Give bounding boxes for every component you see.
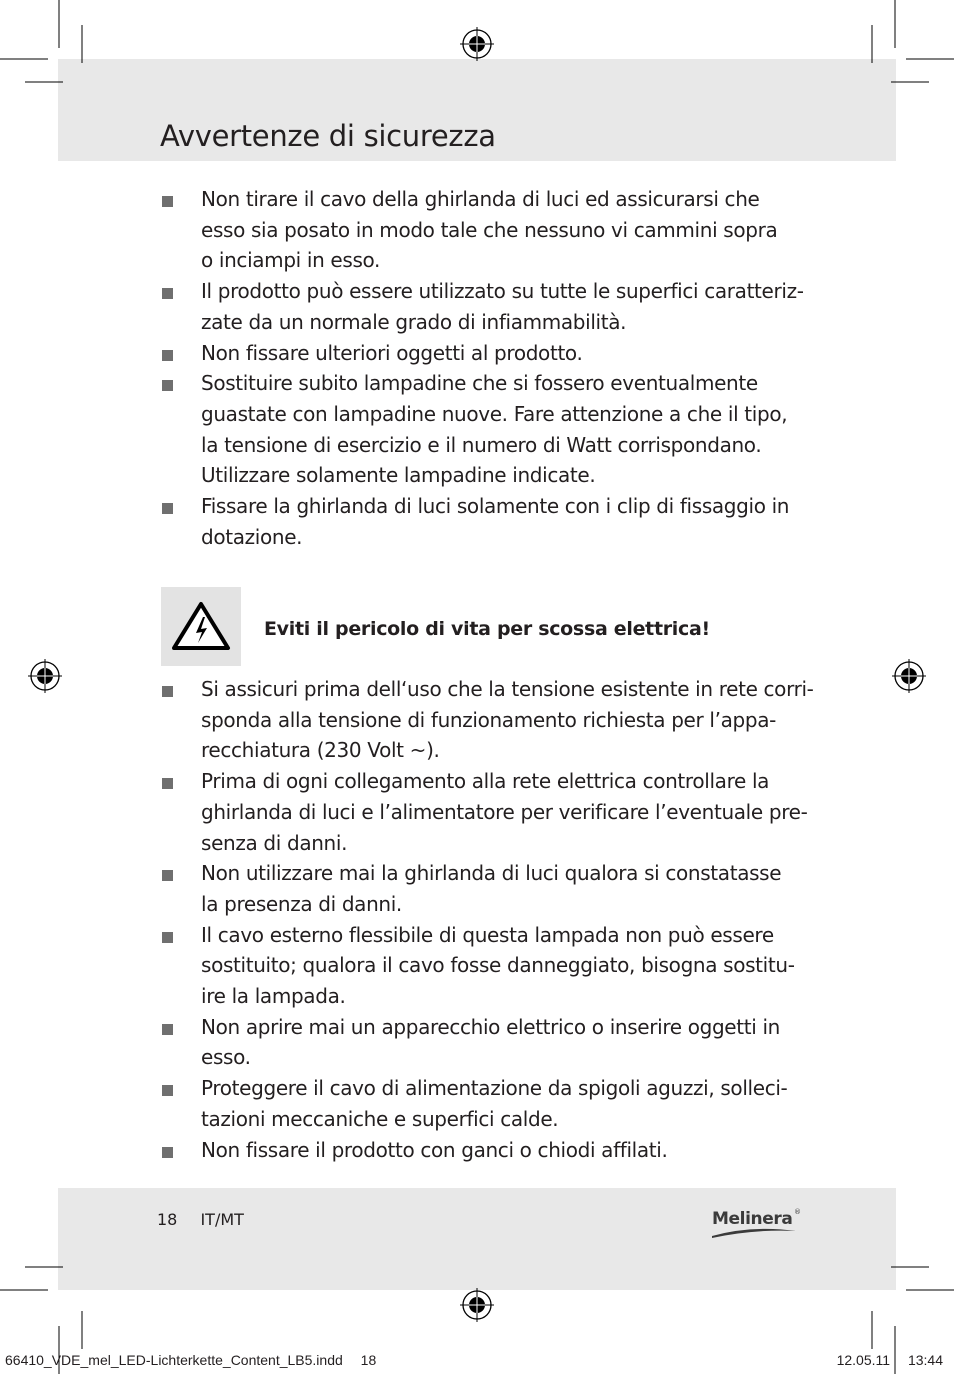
list-item-line: senza di danni. [201,830,348,855]
slug-filename: 66410_VDE_mel_LED-Lichterkette_Content_LB5.indd [5,1352,343,1368]
list-item-line: Non fissare il prodotto con ganci o chiodi affilati. [201,1137,668,1162]
page-footer-info [157,1208,244,1232]
slug-page: 18 [360,1352,377,1368]
list-item-line: esso. [201,1045,251,1070]
list-item-line: Si assicuri prima dell‘uso che la tensione esistente in rete corri- [201,677,814,701]
page-number: 18 [157,1210,178,1229]
list-item-line: Non fissare ulteriori oggetti al prodotto. [201,340,583,365]
bullet-square-icon [162,778,173,789]
bullet-square-icon [162,1147,173,1158]
list-item-line: Non aprire mai un apparecchio elettrico o inserire oggetti in [201,1014,780,1039]
registration-mark-icon [460,1288,494,1322]
bullet-square-icon [162,932,173,943]
list-item-line: Non tirare il cavo della ghirlanda di luci ed assicurarsi che [201,187,760,211]
bullet-square-icon [162,350,173,361]
slug-time: 13:44 [907,1352,943,1368]
electric-shock-warning-icon [171,601,231,651]
list-item [160,491,800,552]
list-item-line: ire la lampada. [201,984,346,1009]
list-item [160,338,800,369]
warning-icon-box [161,587,241,666]
brand-name: Melinera [712,1209,793,1229]
registered-mark: ® [794,1208,801,1216]
registration-mark-icon [460,27,494,61]
bullet-square-icon [162,870,173,881]
list-item [160,766,808,858]
safety-list-top [160,184,804,552]
list-item-line: dotazione. [201,524,303,549]
list-item [160,858,800,919]
list-item [160,1012,800,1073]
bullet-square-icon [162,503,173,514]
list-item-line: guastate con lampadine nuove. Fare attenzione a che il tipo, [201,401,788,426]
page-title: Avvertenze di sicurezza [160,119,496,153]
list-item-line: Proteggere il cavo di alimentazione da spigoli aguzzi, solleci- [201,1076,788,1101]
bullet-square-icon [162,686,173,697]
list-item [160,1135,800,1166]
bullet-square-icon [162,1024,173,1035]
safety-list-bottom [160,674,814,1165]
list-item [160,368,800,491]
slug-file-info [5,1351,376,1369]
registration-mark-icon [892,659,926,693]
list-item-line: Il prodotto può essere utilizzato su tutte le superfici caratteriz- [201,279,804,304]
list-item-line: esso sia posato in modo tale che nessuno vi cammini sopra [201,217,778,242]
bullet-square-icon [162,288,173,299]
list-item [160,1073,800,1134]
brand-logo [712,1205,802,1241]
slug-timestamp [837,1351,943,1369]
bullet-square-icon [162,380,173,391]
list-item-line: o inciampi in esso. [201,248,381,273]
list-item-line: recchiatura (230 Volt ~). [201,738,440,763]
language-code: IT/MT [200,1210,244,1229]
list-item [160,276,804,337]
slug-date: 12.05.11 [836,1352,891,1368]
bullet-square-icon [162,1085,173,1096]
list-item-line: la presenza di danni. [201,891,402,916]
list-item-line: Non utilizzare mai la ghirlanda di luci qualora si constatasse [201,861,782,886]
list-item-line: Sostituire subito lampadine che si fossero eventualmente [201,371,758,396]
list-item-line: la tensione di esercizio e il numero di Watt corrispondano. [201,432,762,457]
list-item-line: Fissare la ghirlanda di luci solamente con i clip di fissaggio in [201,494,790,519]
list-item-line: ghirlanda di luci e l’alimentatore per verificare l’eventuale pre- [201,799,808,824]
list-item [160,184,800,276]
warning-heading: Eviti il pericolo di vita per scossa elettrica! [264,618,710,640]
list-item-line: zate da un normale grado di infiammabilità. [201,309,627,334]
list-item [160,674,814,766]
registration-mark-icon [28,659,62,693]
bullet-square-icon [162,196,173,207]
list-item-line: Il cavo esterno flessibile di questa lampada non può essere [201,922,774,947]
list-item-line: tazioni meccaniche e superfici calde. [201,1106,559,1131]
list-item-line: Prima di ogni collegamento alla rete elettrica controllare la [201,769,770,794]
list-item-line: sostituito; qualora il cavo fosse danneggiato, bisogna sostitu- [201,953,795,978]
list-item-line: Utilizzare solamente lampadine indicate. [201,463,596,488]
list-item [160,920,800,1012]
logo-swoosh-icon [712,1227,796,1239]
list-item-line: sponda alla tensione di funzionamento richiesta per l’appa- [201,707,776,732]
